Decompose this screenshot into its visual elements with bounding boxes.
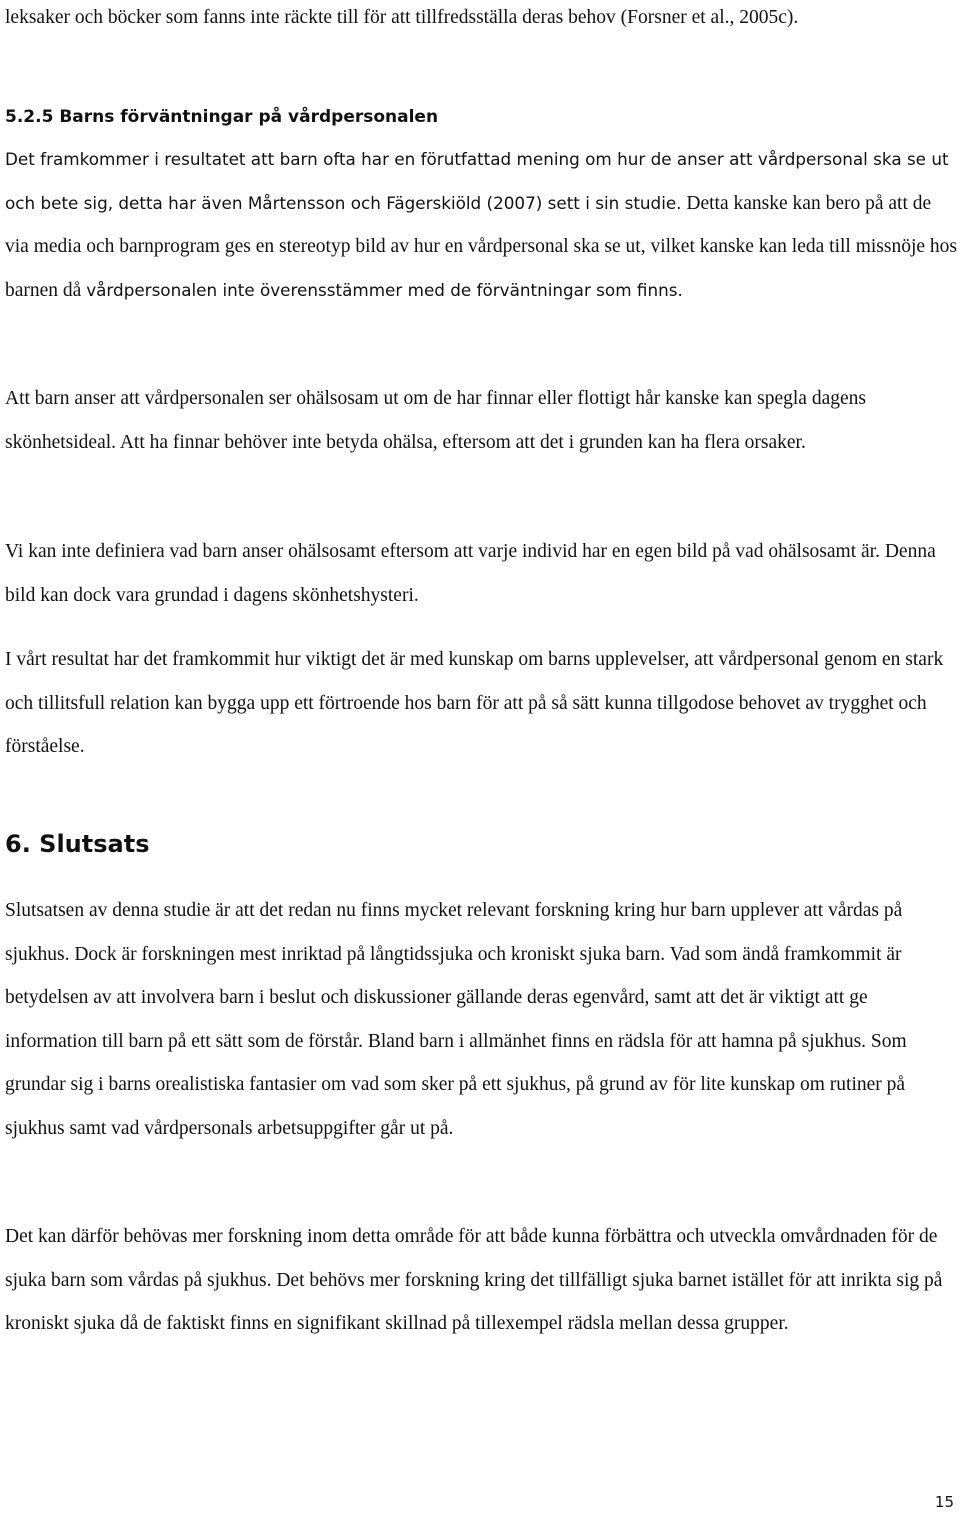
section-heading-5-2-5: 5.2.5 Barns förväntningar på vårdpersonalen xyxy=(5,107,439,127)
section-6-paragraph-2: Det kan därför behövas mer forskning inom detta område för att både kunna förbättra och utveckla omvårdnaden för de sjuka barn som vårdas på sjukhus. Det behövs mer forskning kring det tillfälligt sjuka barnet istället för att inrikta sig på kroniskt sjuka då de faktiskt finns en signifikant skillnad på tillexempel rädsla mellan dessa grupper. xyxy=(5,1226,943,1334)
section-5-2-5-paragraph-4: I vårt resultat har det framkommit hur viktigt det är med kunskap om barns upplevelser, att vårdpersonal genom en stark och tillitsfull relation kan bygga upp ett förtroende hos barn för att på så sätt kunna tillgodose behovet av trygghet och förståelse. xyxy=(5,649,944,757)
paragraph-1-segment-a: Det framkommer i resultatet att barn ofta har en förutfattad mening om hur de anser att vårdpersonal ska se ut och bete sig, detta har även Mårtensson och Fägerskiöld (2007) sett i sin studie. xyxy=(5,149,949,213)
paragraph-1-segment-b: vårdpersonalen inte överensstämmer med de förväntningar som finns. xyxy=(86,279,683,300)
section-5-2-5-paragraph-2: Att barn anser att vårdpersonalen ser ohälsosam ut om de har finnar eller flottigt hår kanske kan spegla dagens skönhetsideal. Att ha finnar behöver inte betyda ohälsa, eftersom att det i grunden kan ha flera orsaker. xyxy=(5,388,866,453)
page-number: 15 xyxy=(934,1493,954,1511)
section-5-2-5-paragraph-3: Vi kan inte definiera vad barn anser ohälsosamt eftersom att varje individ har en egen bild på vad ohälsosamt är. Denna bild kan dock vara grundad i dagens skönhetshysteri. xyxy=(5,541,936,606)
paragraph-1-segment-serif: Detta kanske kan bero på att de via media och barnprogram ges en stereotyp bild av hur en vårdpersonal ska se ut, vilket kanske kan leda till missnöje hos barnen då xyxy=(5,192,957,301)
section-heading-6: 6. Slutsats xyxy=(5,830,150,858)
section-5-2-5-paragraph-1 xyxy=(5,138,957,312)
section-6-paragraph-1: Slutsatsen av denna studie är att det redan nu finns mycket relevant forskning kring hur barn upplever att vårdas på sjukhus. Dock är forskningen mest inriktad på långtidssjuka och kroniskt sjuka barn. Vad som ändå framkommit är betydelsen av att involvera barn i beslut och diskussioner gällande deras egenvård, samt att det är viktigt att ge information till barn på ett sätt som de förstår. Bland barn i allmänhet finns en rädsla för att hamna på sjukhus. Som grundar sig i barns orealistiska fantasier om vad som sker på ett sjukhus, på grund av för lite kunskap om rutiner på sjukhus samt vad vårdpersonals arbetsuppgifter går ut på. xyxy=(5,900,907,1139)
intro-paragraph: leksaker och böcker som fanns inte räckte till för att tillfredsställa deras behov (Forsner et al., 2005c). xyxy=(5,7,799,28)
